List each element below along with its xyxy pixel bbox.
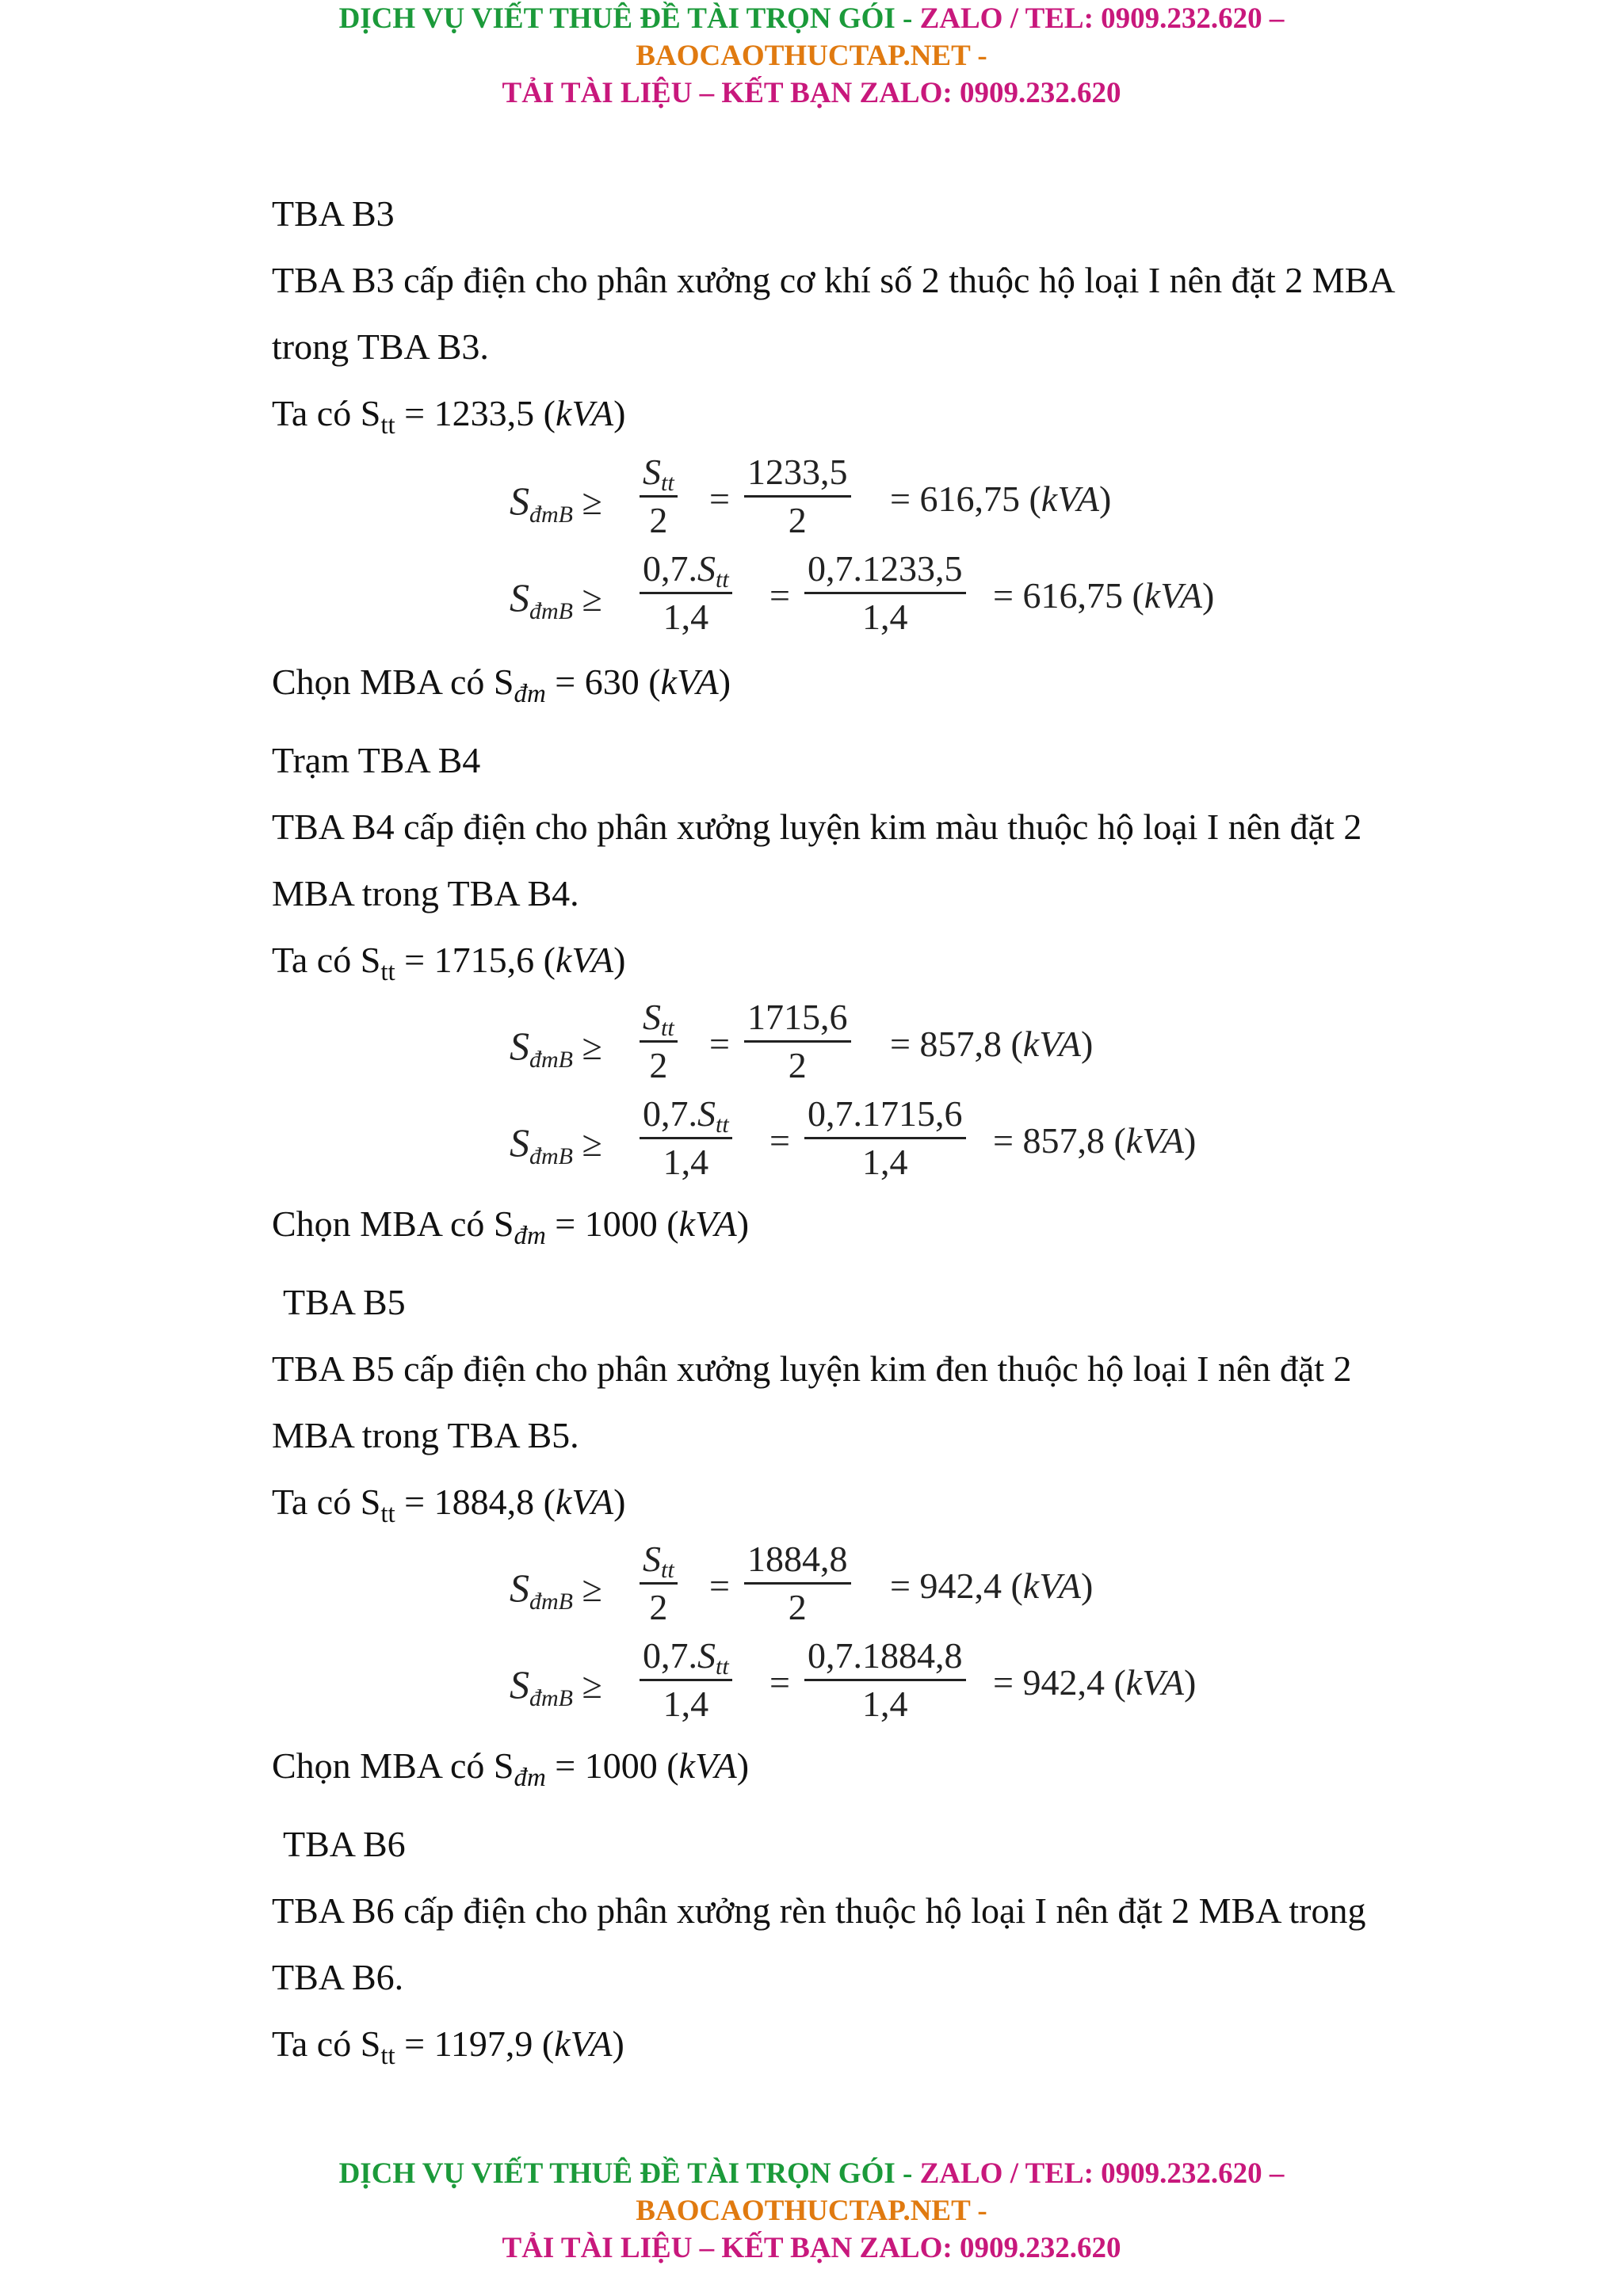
page-header (0, 0, 1623, 112)
header-line-3: TẢI TÀI LIỆU – KẾT BẠN ZALO: 0909.232.620 (502, 77, 1121, 109)
section-desc-b3-line1: TBA B3 cấp điện cho phân xưởng cơ khí số 2 thuộc hộ loại I nên đặt 2 MBA (272, 260, 1396, 300)
footer-line-2: BAOCAOTHUCTAP.NET - (636, 2195, 987, 2227)
section-desc-b5-line2: MBA trong TBA B5. (272, 1415, 579, 1455)
footer-line-3: TẢI TÀI LIỆU – KẾT BẠN ZALO: 0909.232.620 (502, 2232, 1121, 2264)
document-body (272, 181, 1476, 2089)
equation-b5-1: $S_{đmB}$ ≥ Stt 2 = 1884,8 2 = 942,4 (kVA) (510, 1539, 1094, 1627)
footer-line-1: DỊCH VỤ VIẾT THUÊ ĐỀ TÀI TRỌN GÓI - ZALO / TEL: 0909.232.620 – (338, 2157, 1285, 2190)
stt-line-b6: Ta có $S_{tt} = 1197,9$ (kVA) (272, 2023, 624, 2070)
header-line-1: DỊCH VỤ VIẾT THUÊ ĐỀ TÀI TRỌN GÓI - ZALO / TEL: 0909.232.620 – (338, 2, 1285, 35)
section-title-b5: TBA B5 (283, 1282, 406, 1322)
section-desc-b6-line2: TBA B6. (272, 1957, 404, 1997)
header-line-2: BAOCAOTHUCTAP.NET - (636, 40, 987, 72)
equation-b3-1: $S_{đmB}$ ≥ Stt 2 = 1233,5 2 = 616,75 (kVA) (510, 452, 1112, 540)
section-desc-b4-line1: TBA B4 cấp điện cho phân xưởng luyện kim màu thuộc hộ loại I nên đặt 2 (272, 807, 1362, 847)
section-title-b6: TBA B6 (283, 1824, 406, 1864)
section-desc-b4-line2: MBA trong TBA B4. (272, 873, 579, 913)
chosen-line-b4: Chọn MBA có $S_{đm} = 1000$ (kVA) (272, 1203, 750, 1250)
equation-b4-2: $S_{đmB}$ ≥ 0,7.Stt 1,4 = 0,7.1715,6 1,4 = 857,8 (kVA) (510, 1093, 1197, 1182)
equation-b5-2: $S_{đmB}$ ≥ 0,7.Stt 1,4 = 0,7.1884,8 1,4 = 942,4 (kVA) (510, 1635, 1197, 1724)
stt-line-b3: Ta có $S_{tt} = 1233,5$ (kVA) (272, 393, 626, 440)
equation-b4-1: $S_{đmB}$ ≥ Stt 2 = 1715,6 2 = 857,8 (kVA) (510, 997, 1094, 1085)
section-title-b3: TBA B3 (272, 193, 395, 234)
section-desc-b3-line2: trong TBA B3. (272, 326, 489, 367)
stt-line-b4: Ta có $S_{tt} = 1715,6$ (kVA) (272, 940, 626, 986)
equation-b3-2: $S_{đmB}$ ≥ 0,7.Stt 1,4 = 0,7.1233,5 1,4 = 616,75 (kVA) (510, 548, 1215, 637)
chosen-line-b5: Chọn MBA có $S_{đm} = 1000$ (kVA) (272, 1745, 750, 1792)
page-footer (0, 2155, 1623, 2267)
section-title-b4: Trạm TBA B4 (272, 740, 481, 780)
section-desc-b6-line1: TBA B6 cấp điện cho phân xưởng rèn thuộc hộ loại I nên đặt 2 MBA trong (272, 1890, 1366, 1931)
chosen-line-b3: Chọn MBA có $S_{đm} = 630$ (kVA) (272, 662, 731, 708)
section-desc-b5-line1: TBA B5 cấp điện cho phân xưởng luyện kim đen thuộc hộ loại I nên đặt 2 (272, 1348, 1352, 1389)
stt-line-b5: Ta có $S_{tt} = 1884,8$ (kVA) (272, 1482, 626, 1528)
